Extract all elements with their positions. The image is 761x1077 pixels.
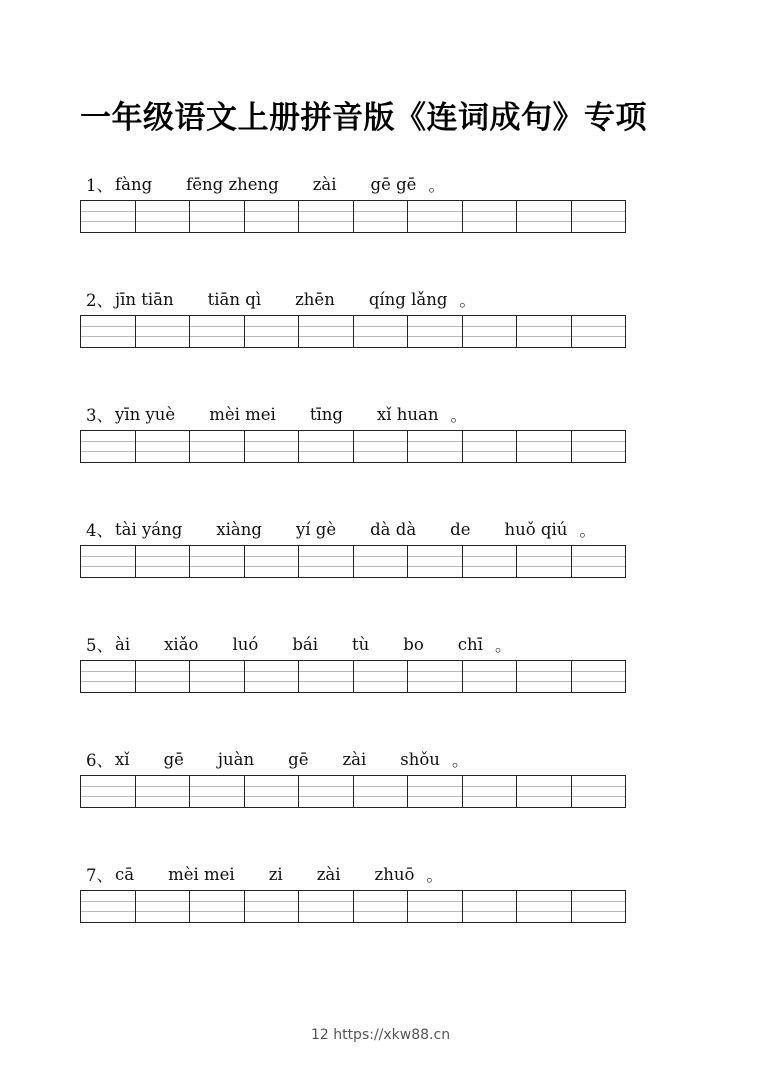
pinyin-line [80, 860, 640, 888]
pinyin-word: xiàng [216, 519, 262, 539]
question-number: 1、 [86, 176, 113, 195]
writing-cell[interactable] [408, 546, 463, 577]
writing-cell[interactable] [354, 316, 409, 347]
question-item [80, 285, 640, 313]
question-number: 4、 [86, 521, 113, 540]
sentence-period: 。 [450, 406, 467, 425]
writing-cell[interactable] [463, 661, 518, 692]
sentence-period: 。 [579, 521, 596, 540]
writing-grid [80, 315, 626, 348]
writing-cell[interactable] [136, 776, 191, 807]
pinyin-word: mèi mei [168, 864, 235, 884]
pinyin-word: fēng zheng [186, 174, 279, 194]
writing-cell[interactable] [190, 201, 245, 232]
writing-cell[interactable] [245, 431, 300, 462]
writing-cell[interactable] [517, 431, 572, 462]
sentence-period: 。 [428, 176, 445, 195]
pinyin-word: dà dà [370, 519, 417, 539]
page-title: 一年级语文上册拼音版《连词成句》专项 [80, 100, 647, 136]
question-number: 3、 [86, 406, 113, 425]
pinyin-word: zhēn [295, 289, 335, 309]
writing-cell[interactable] [81, 776, 136, 807]
writing-cell[interactable] [408, 891, 463, 922]
writing-cell[interactable] [136, 201, 191, 232]
writing-cell[interactable] [299, 316, 354, 347]
writing-cell[interactable] [517, 546, 572, 577]
writing-cell[interactable] [517, 316, 572, 347]
writing-cell[interactable] [517, 776, 572, 807]
pinyin-word: yīn yuè [115, 404, 176, 424]
pinyin-word: zài [316, 864, 341, 884]
writing-grid [80, 430, 626, 463]
writing-cell[interactable] [572, 316, 626, 347]
pinyin-word: luó [232, 634, 259, 654]
writing-cell[interactable] [136, 546, 191, 577]
writing-cell[interactable] [408, 201, 463, 232]
writing-cell[interactable] [463, 431, 518, 462]
pinyin-line [80, 400, 640, 428]
writing-cell[interactable] [81, 891, 136, 922]
pinyin-word: zài [342, 749, 367, 769]
pinyin-line [80, 745, 640, 773]
pinyin-word: chī [457, 634, 483, 654]
question-item [80, 745, 640, 773]
sentence-period: 。 [451, 751, 469, 770]
writing-cell[interactable] [354, 201, 409, 232]
writing-cell[interactable] [190, 661, 245, 692]
writing-cell[interactable] [81, 201, 136, 232]
pinyin-word: qíng lǎng [368, 289, 448, 309]
writing-cell[interactable] [572, 891, 626, 922]
writing-cell[interactable] [245, 891, 300, 922]
writing-cell[interactable] [517, 201, 572, 232]
writing-cell[interactable] [136, 891, 191, 922]
writing-grid [80, 545, 626, 578]
writing-cell[interactable] [572, 201, 626, 232]
question-number: 7、 [86, 866, 113, 885]
writing-cell[interactable] [572, 661, 626, 692]
pinyin-word: ài [115, 634, 131, 654]
pinyin-word: bái [292, 634, 319, 654]
pinyin-word: de [450, 519, 471, 539]
pinyin-word: yí gè [295, 519, 337, 539]
writing-cell[interactable] [408, 431, 463, 462]
pinyin-line [80, 285, 640, 313]
writing-cell[interactable] [354, 431, 409, 462]
writing-grid [80, 200, 626, 233]
pinyin-line [80, 515, 640, 543]
pinyin-word: tù [352, 634, 370, 654]
writing-cell[interactable] [81, 661, 136, 692]
writing-cell[interactable] [136, 431, 191, 462]
question-item [80, 630, 640, 658]
writing-cell[interactable] [408, 776, 463, 807]
writing-cell[interactable] [81, 316, 136, 347]
writing-cell[interactable] [354, 546, 409, 577]
pinyin-word: cā [115, 864, 135, 884]
pinyin-word: huǒ qiú [504, 519, 568, 539]
sentence-period: 。 [459, 291, 476, 310]
question-item [80, 860, 640, 888]
writing-cell[interactable] [190, 316, 245, 347]
writing-cell[interactable] [245, 776, 300, 807]
writing-grid [80, 660, 626, 693]
page-footer: 12 https://xkw88.cn [310, 1027, 451, 1043]
question-item [80, 400, 640, 428]
pinyin-word: xiǎo [164, 634, 199, 654]
pinyin-word: xǐ huan [376, 404, 439, 424]
question-number: 5、 [86, 636, 113, 655]
pinyin-word: bo [403, 634, 424, 654]
writing-cell[interactable] [299, 891, 354, 922]
pinyin-word: shǒu [400, 749, 440, 769]
writing-cell[interactable] [245, 201, 300, 232]
writing-cell[interactable] [245, 546, 300, 577]
pinyin-word: fàng [115, 174, 153, 194]
writing-cell[interactable] [572, 546, 626, 577]
writing-cell[interactable] [190, 546, 245, 577]
writing-cell[interactable] [463, 776, 518, 807]
pinyin-line [80, 170, 640, 198]
pinyin-word: xǐ [115, 749, 130, 769]
pinyin-word: zài [312, 174, 337, 194]
writing-cell[interactable] [245, 316, 300, 347]
writing-cell[interactable] [463, 201, 518, 232]
writing-cell[interactable] [81, 546, 136, 577]
writing-cell[interactable] [136, 661, 191, 692]
writing-cell[interactable] [463, 891, 518, 922]
pinyin-word: jīn tiān [115, 289, 174, 309]
writing-cell[interactable] [354, 661, 409, 692]
writing-cell[interactable] [299, 431, 354, 462]
writing-cell[interactable] [190, 431, 245, 462]
writing-cell[interactable] [81, 431, 136, 462]
writing-cell[interactable] [299, 776, 354, 807]
pinyin-word: zhuō [374, 864, 415, 884]
pinyin-word: juàn [217, 749, 255, 769]
question-number: 2、 [86, 291, 113, 310]
writing-cell[interactable] [408, 316, 463, 347]
writing-cell[interactable] [463, 546, 518, 577]
writing-cell[interactable] [517, 661, 572, 692]
question-number: 6、 [86, 751, 113, 770]
writing-cell[interactable] [572, 776, 626, 807]
pinyin-word: zi [268, 864, 283, 884]
writing-cell[interactable] [572, 431, 626, 462]
pinyin-word: mèi mei [209, 404, 276, 424]
writing-cell[interactable] [408, 661, 463, 692]
pinyin-word: tīng [309, 404, 343, 424]
pinyin-word: gē [288, 749, 309, 769]
writing-cell[interactable] [463, 316, 518, 347]
question-item [80, 170, 640, 198]
writing-cell[interactable] [299, 661, 354, 692]
question-item [80, 515, 640, 543]
writing-cell[interactable] [299, 201, 354, 232]
pinyin-word: gē gē [370, 174, 417, 194]
writing-cell[interactable] [354, 891, 409, 922]
pinyin-line [80, 630, 640, 658]
writing-cell[interactable] [190, 776, 245, 807]
pinyin-word: tài yáng [115, 519, 183, 539]
writing-cell[interactable] [517, 891, 572, 922]
pinyin-word: gē [163, 749, 184, 769]
writing-grid [80, 890, 626, 923]
sentence-period: 。 [494, 636, 512, 655]
writing-cell[interactable] [245, 661, 300, 692]
writing-cell[interactable] [354, 776, 409, 807]
pinyin-word: tiān qì [207, 289, 262, 309]
writing-cell[interactable] [136, 316, 191, 347]
writing-cell[interactable] [190, 891, 245, 922]
writing-grid [80, 775, 626, 808]
writing-cell[interactable] [299, 546, 354, 577]
sentence-period: 。 [426, 866, 443, 885]
